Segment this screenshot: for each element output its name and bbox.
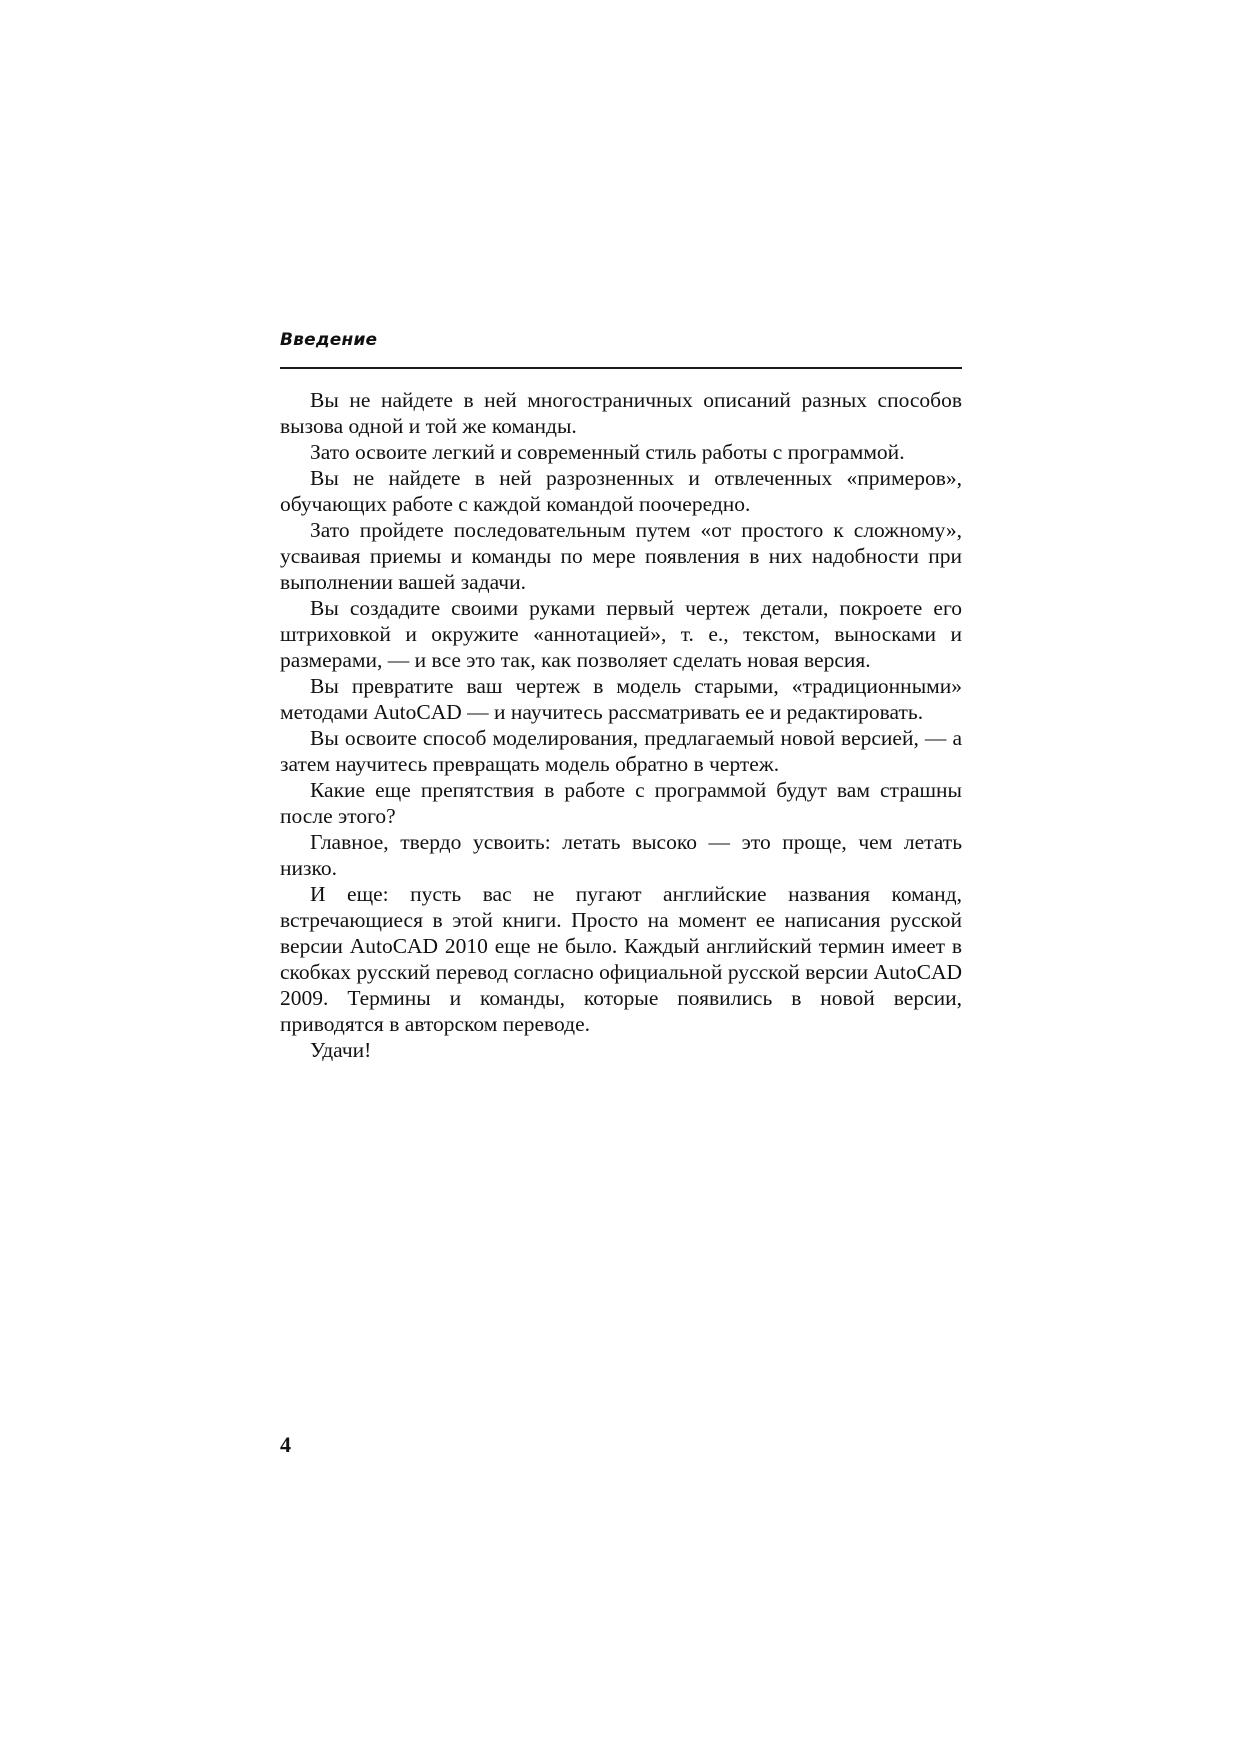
page-number: 4 xyxy=(280,1432,291,1457)
book-page xyxy=(280,0,962,1755)
paragraph: И еще: пусть вас не пугают английские названия команд, встречающиеся в этой книги. Просто на момент ее написания русской версии AutoCAD 2010 еще не было. Каждый английский термин имеет в скобках русский перевод согласно официальной русской версии AutoCAD 2009. Термины и команды, которые появились в новой версии, приводятся в авторском переводе. xyxy=(280,882,962,1036)
paragraph: Вы не найдете в ней разрозненных и отвлеченных «примеров», обучающих работе с каждой командой поочередно. xyxy=(280,466,962,516)
paragraph: Главное, твердо усвоить: летать высоко — это проще, чем летать низко. xyxy=(280,830,962,880)
paragraph: Зато пройдете последовательным путем «от простого к сложному», усваивая приемы и команды по мере появления в них надобности при выполнении вашей задачи. xyxy=(280,518,962,594)
paragraph: Какие еще препятствия в работе с программой будут вам страшны после этого? xyxy=(280,778,962,828)
paragraph: Зато освоите легкий и современный стиль работы с программой. xyxy=(310,440,905,464)
paragraph: Вы создадите своими руками первый чертеж детали, покроете его штриховкой и окружите «аннотацией», т. е., текстом, выносками и размерами, — и все это так, как позволяет сделать новая версия. xyxy=(280,596,962,672)
running-head-title: Введение xyxy=(280,330,378,350)
paragraph: Вы не найдете в ней многостраничных описаний разных способов вызова одной и той же команды. xyxy=(280,388,962,438)
body-text xyxy=(280,387,962,1063)
header-rule xyxy=(280,367,962,369)
paragraph: Удачи! xyxy=(310,1038,372,1062)
paragraph: Вы превратите ваш чертеж в модель старыми, «традиционными» методами AutoCAD — и научитесь рассматривать ее и редактировать. xyxy=(280,674,962,724)
paragraph: Вы освоите способ моделирования, предлагаемый новой версией, — а затем научитесь превращать модель обратно в чертеж. xyxy=(280,726,962,776)
